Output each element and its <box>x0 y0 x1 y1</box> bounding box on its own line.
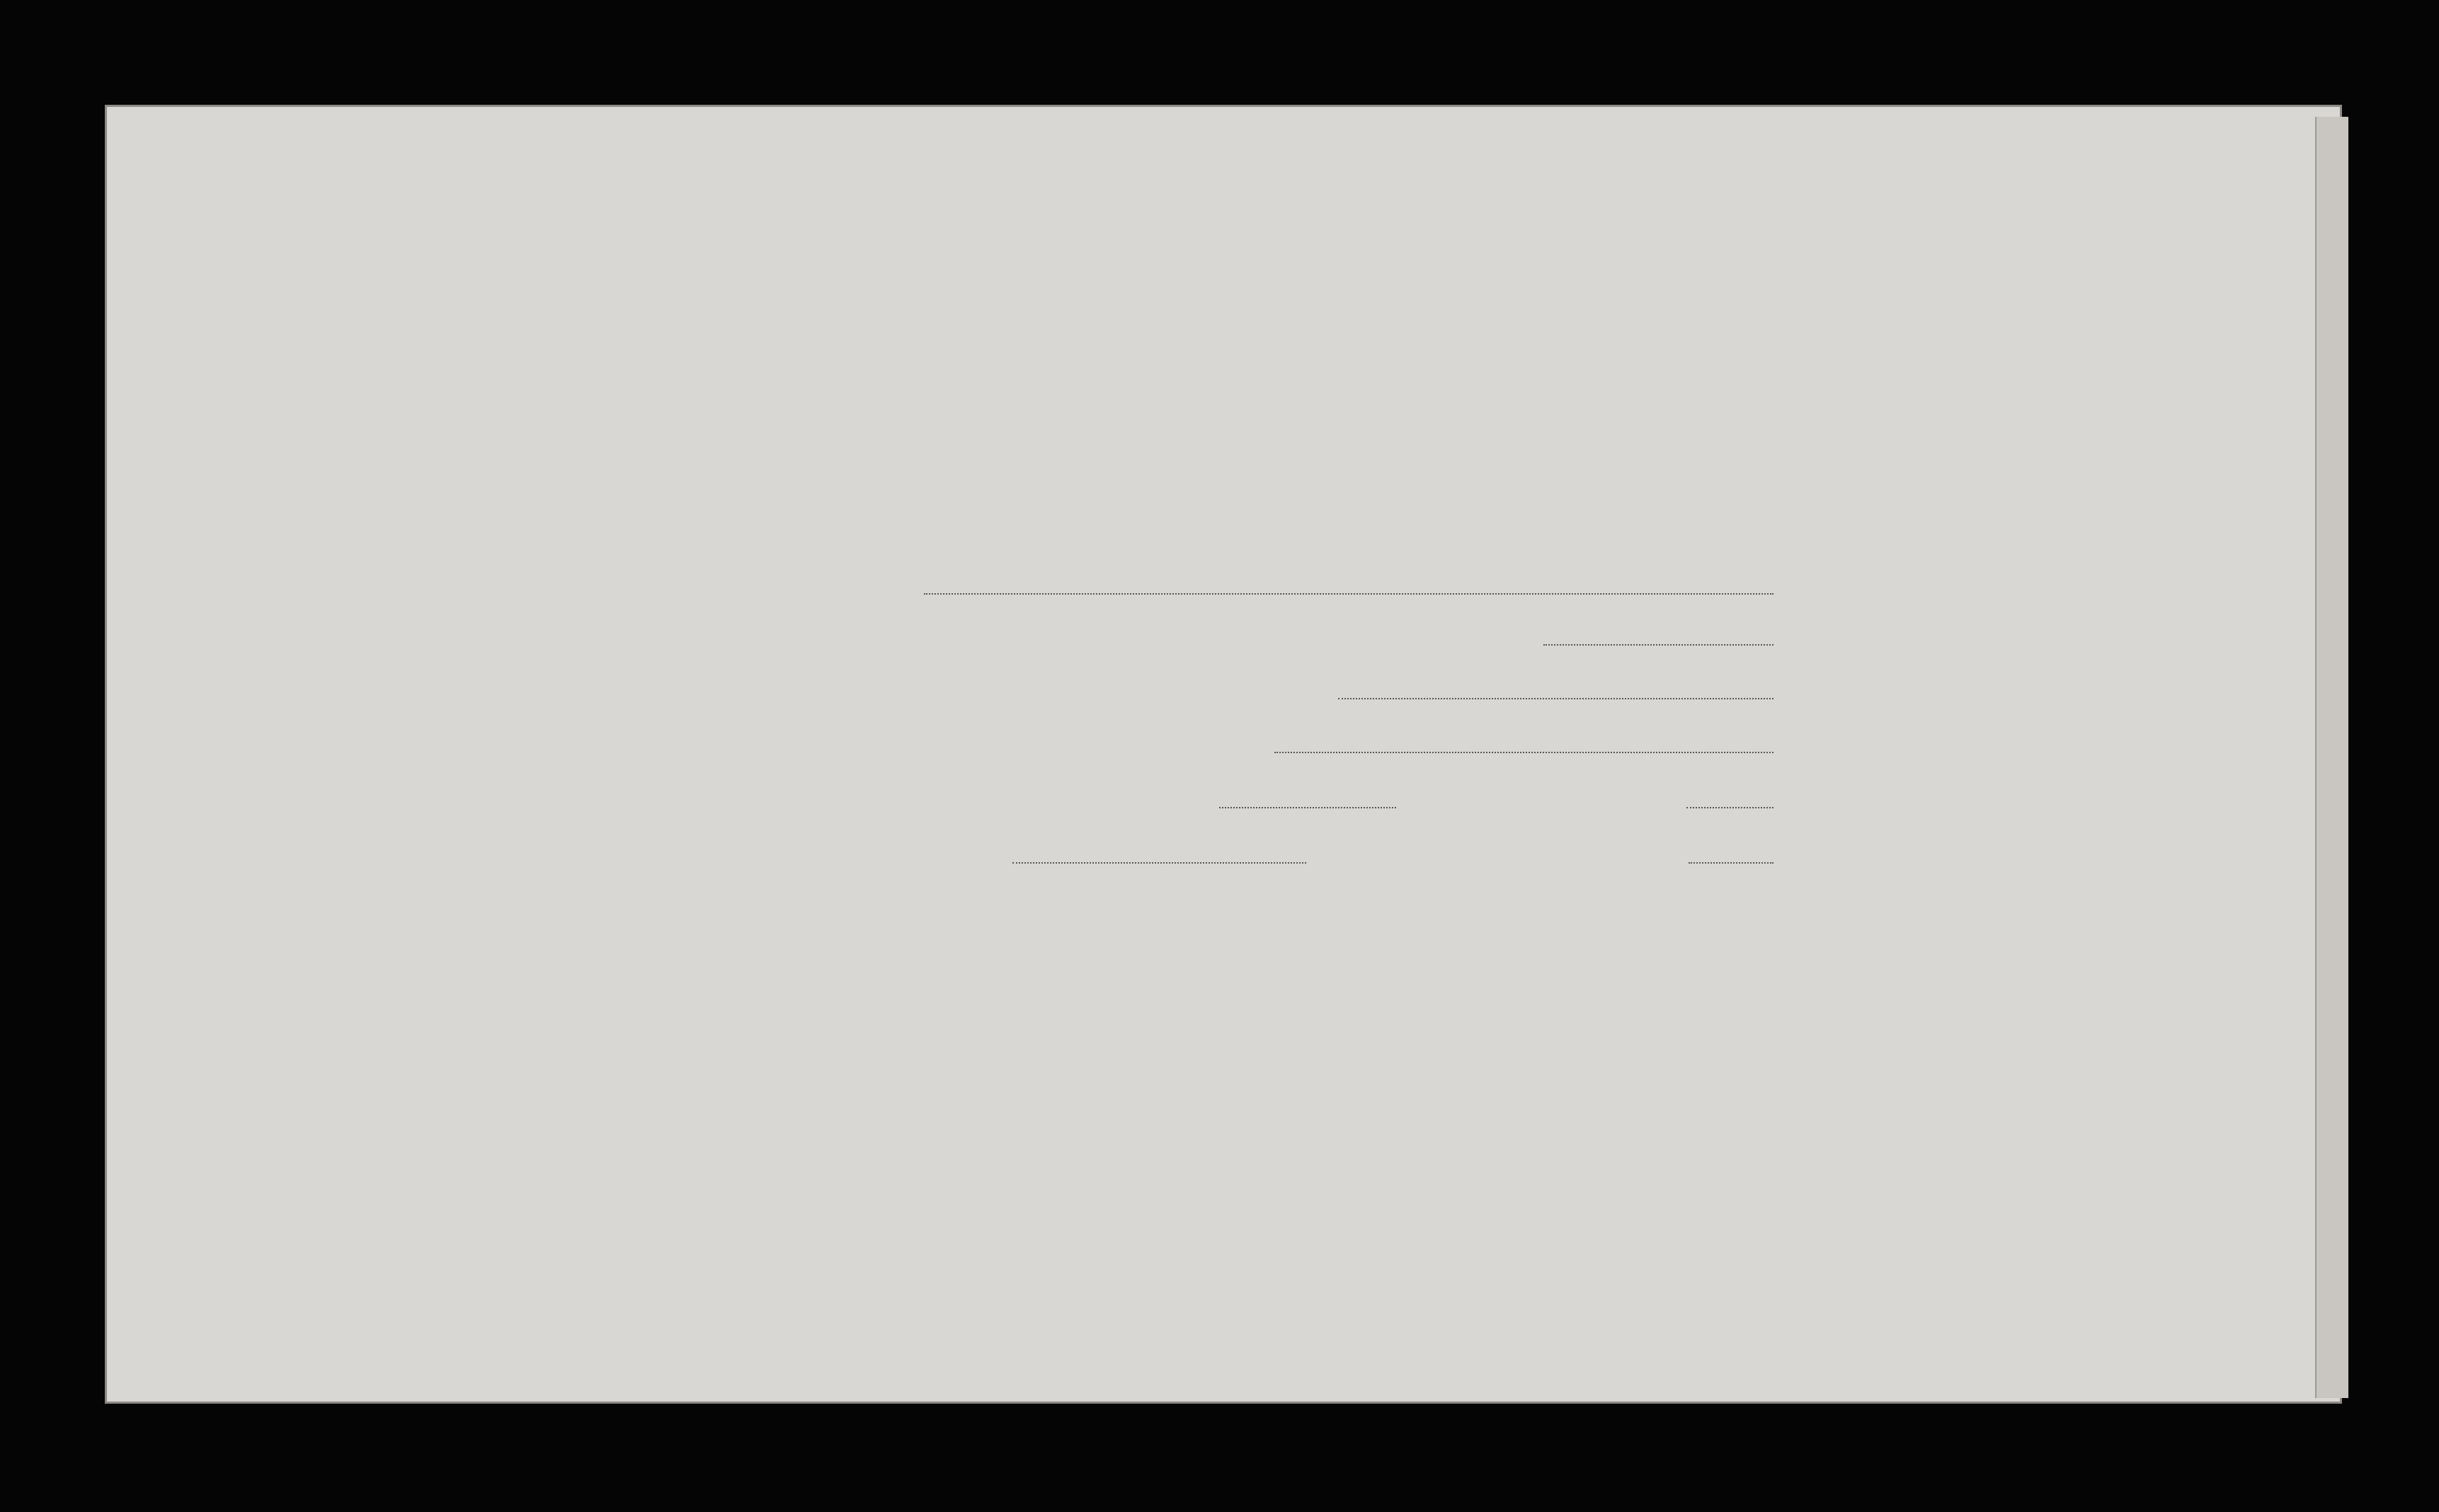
men-label <box>1871 708 1892 828</box>
answer-line <box>1543 644 1773 646</box>
women-label <box>1871 595 1892 708</box>
population-label <box>1809 446 1873 913</box>
answer-line <box>1274 752 1773 753</box>
hired-workers-label <box>353 446 395 913</box>
answer-line <box>1689 862 1773 864</box>
answer-line <box>1338 698 1773 699</box>
answer-line <box>1219 807 1396 808</box>
answer-line <box>1012 862 1306 864</box>
answer-line <box>1686 807 1773 808</box>
answer-line <box>924 593 1773 595</box>
